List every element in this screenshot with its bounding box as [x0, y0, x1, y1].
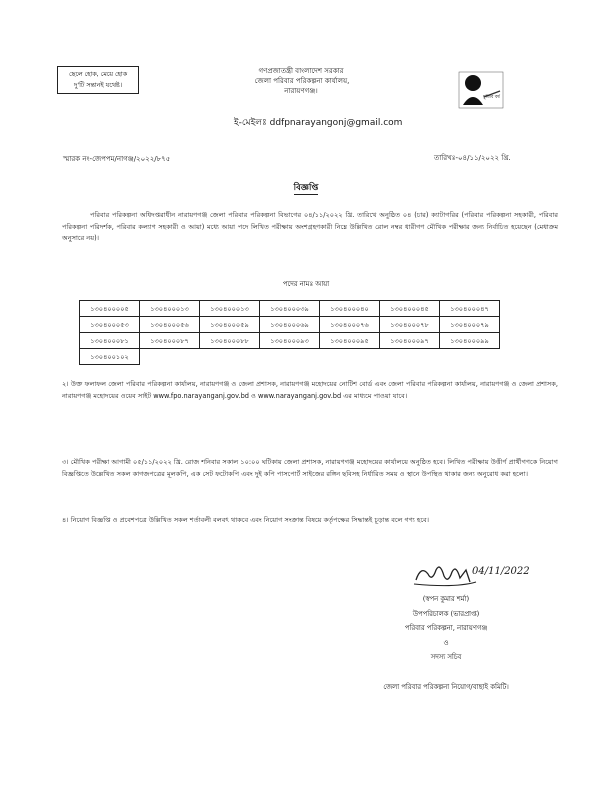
paragraph-3: ৩। মৌখিক পরীক্ষা আগামী ০৫/১১/২০২২ খ্রি. রোজ শনিবার সকাল ১০:০০ ঘটিকায় জেলা প্রশাসক, নারায়ণগঞ্জ মহোদয়ের কার্যালয়ে অনুষ্ঠিত হবে। লিখিত পরীক্ষায় উত্তীর্ণ প্রার্থীগণকে নিয়োগ বিজ্ঞপ্তিতে উল্লেখিত সকল কাগজপত্রের মূলকপি, এক সেট ফটোকপি এবং দুই কপি পাসপোর্ট সাইজের রঙ্গিন ছবিসহ নির্ধারিত সময় ও স্থানে উপস্থিত থাকার জন্য অনুরোধ করা হলো। — [62, 458, 558, 478]
roll-cell — [260, 349, 320, 365]
roll-cell: ১৩০৪০০০৪০ — [320, 301, 380, 317]
roll-cell: ১৩০৪০০০১৩ — [140, 301, 200, 317]
roll-cell: ১৩০৪০০০৩৯ — [260, 301, 320, 317]
roll-cell: ১৩০৪০০০৭৬ — [320, 317, 380, 333]
roll-cell: ১৩০৪০০১০২ — [80, 349, 140, 365]
signatory-name: (স্বপন কুমার শর্মা) — [422, 595, 470, 603]
signatory-designation: উপপরিচালক (ভারপ্রাপ্ত) — [412, 609, 480, 618]
roll-cell: ১৩০৪০০০৭৮ — [380, 317, 440, 333]
paragraph-2: ২। উক্ত ফলাফল জেলা পরিবার পরিকল্পনা কার্যালয়, নারায়ণগঞ্জ ও জেলা প্রশাসক, নারায়ণগঞ্জ মহোদয়ের নোটিশ বোর্ড এবং জেলা পরিবার পরিকল্পনা কার্যালয়, নারায়ণগঞ্জ ও জেলা প্রশাসক, নারায়ণগঞ্জ মহোদয়ের ওয়েব সাইট www.fpo.narayanganj.gov.bd ও www.narayanganj.gov.bd এর মাধ্যমে পাওয়া যাবে। — [62, 380, 558, 400]
memo-ref: স্মারক নং-জেপপম/নাগঞ্জ/২০২২/৮৭৫ — [63, 155, 171, 163]
memo-date: তারিখঃ-০৪/১১/২০২২ খ্রি. — [434, 154, 511, 162]
table-row — [80, 317, 500, 333]
roll-cell: ১৩০৪০০০০৫ — [80, 301, 140, 317]
table-row — [80, 333, 500, 349]
roll-cell: ১৩০৪০০০৯৫ — [320, 333, 380, 349]
roll-cell: ১৩০৪০০০৯৭ — [380, 333, 440, 349]
header-line-2: জেলা পরিবার পরিকল্পনা কার্যালয়, — [254, 77, 350, 85]
roll-cell: ১৩০৪০০০১৩ — [200, 301, 260, 317]
intro-paragraph: পরিবার পরিকল্পনা অধিদপ্তরাধীন নারায়ণগঞ্জ জেলা পরিবার পরিকল্পনা বিভাগের ০৪/১১/২০২২ খ্রি. তারিখে অনুষ্ঠিত ০৪ (চার) ক্যাটাগরির (পরিবার পরিকল্পনা সহকারী, পরিবার পরিকল্পনা পরিদর্শক, পরিবার কল্যাণ সহকারী ও আয়া) মধ্যে আয়া পদে লিখিত পরীক্ষায় অংশগ্রহণকারী নিম্নে উল্লিখিত রোল নম্বর ধারীগণ মৌখিক পরীক্ষার জন্য নির্বাচিত হয়েছেন (মেধাক্রম অনুসারে নয়)। — [62, 211, 558, 243]
roll-cell: ১৩০৪০০০৫৯ — [200, 317, 260, 333]
table-row — [80, 301, 500, 317]
roll-cell: ১৩০৪০০০৪৭ — [440, 301, 500, 317]
signature-date: 04/11/2022 — [472, 566, 530, 577]
roll-table — [79, 300, 500, 365]
roll-cell — [320, 349, 380, 365]
post-name: পদের নামঃ আয়া — [282, 280, 330, 288]
paragraph-4: ৪। নিয়োগ বিজ্ঞপ্তি ও প্রবেশপত্রে উল্লিখিত সকল শর্তাবলী বলবৎ থাকবে এবং নিয়োগ সংক্রান্ত বিষয়ে কর্তৃপক্ষের সিদ্ধান্তই চূড়ান্ত বলে গণ্য হবে। — [62, 516, 430, 524]
roll-cell: ১৩০৪০০০৮১ — [80, 333, 140, 349]
handwritten-signature — [396, 560, 546, 592]
table-row — [80, 349, 500, 365]
slogan-line-1: ছেলে হোক, মেয়ে হোক — [68, 71, 128, 78]
header-line-3: নারায়ণগঞ্জ। — [284, 87, 318, 95]
signatory-office: পরিবার পরিকল্পনা, নারায়ণগঞ্জ — [404, 624, 488, 632]
signatory-committee: জেলা পরিবার পরিকল্পনা নিয়োগ/বাছাই কমিটি। — [383, 683, 509, 691]
notice-title-text: বিজ্ঞপ্তি — [293, 183, 319, 193]
header-line-1: গণপ্রজাতন্ত্রী বাংলাদেশ সরকার — [258, 67, 344, 75]
mujib-borsho-logo — [456, 69, 506, 111]
roll-cell — [380, 349, 440, 365]
roll-cell: ১৩০৪০০০৮৭ — [140, 333, 200, 349]
letterhead — [0, 66, 612, 96]
roll-cell: ১৩০৪০০০৬৯ — [260, 317, 320, 333]
header-email: ই-মেইলঃ ddfpnarayangonj@gmail.com — [234, 118, 403, 128]
roll-cell: ১৩০৪০০০৯৩ — [260, 333, 320, 349]
roll-cell — [200, 349, 260, 365]
notice-title — [0, 181, 612, 195]
signatory-and: ও — [443, 638, 449, 647]
roll-cell: ১৩০৪০০০৪৫ — [380, 301, 440, 317]
roll-cell: ১৩০৪০০০৯৯ — [440, 333, 500, 349]
slogan-line-2: দু'টি সন্তানই যথেষ্ট। — [74, 82, 122, 89]
logo-label: মুজিব বর্ষ — [483, 95, 500, 100]
roll-cell: ১৩০৪০০০৭৯ — [440, 317, 500, 333]
signatory-block — [372, 592, 520, 665]
signatory-member: সদস্য সচিব — [430, 653, 462, 661]
roll-cell: ১৩০৪০০০৫৩ — [80, 317, 140, 333]
roll-cell: ১৩০৪০০০৮৮ — [200, 333, 260, 349]
roll-cell — [440, 349, 500, 365]
roll-cell: ১৩০৪০০০৫৬ — [140, 317, 200, 333]
roll-cell — [140, 349, 200, 365]
